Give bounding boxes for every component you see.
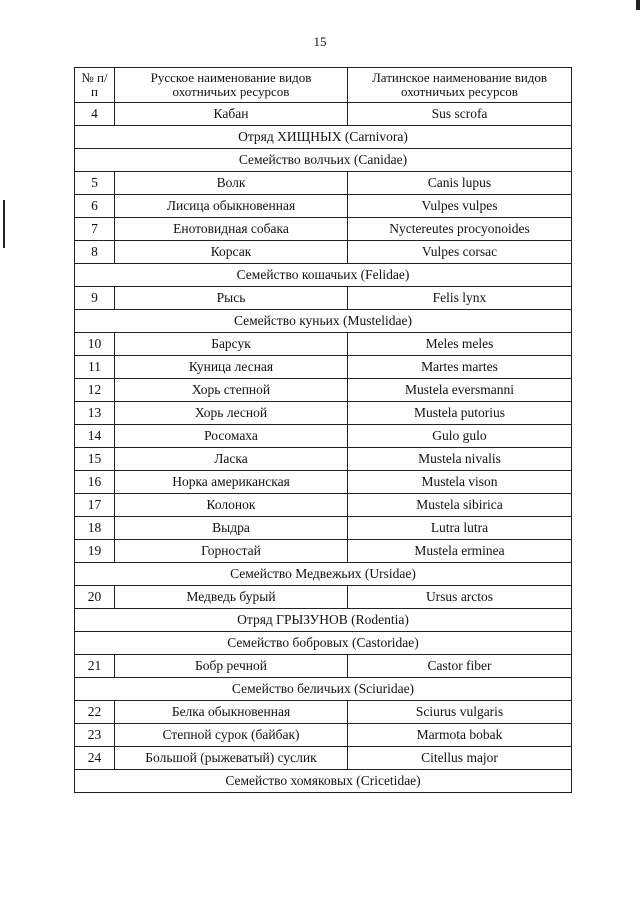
species-row bbox=[75, 287, 572, 310]
species-row bbox=[75, 402, 572, 425]
species-row bbox=[75, 333, 572, 356]
group-row bbox=[75, 310, 572, 333]
latin-name: Marmota bobak bbox=[348, 724, 572, 747]
row-number: 6 bbox=[75, 195, 115, 218]
russian-name: Кабан bbox=[115, 103, 348, 126]
latin-name: Nyctereutes procyonoides bbox=[348, 218, 572, 241]
russian-name: Большой (рыжеватый) суслик bbox=[115, 747, 348, 770]
species-row bbox=[75, 448, 572, 471]
group-row bbox=[75, 563, 572, 586]
group-row bbox=[75, 632, 572, 655]
page-number: 15 bbox=[313, 34, 327, 49]
latin-name: Citellus major bbox=[348, 747, 572, 770]
latin-name: Mustela vison bbox=[348, 471, 572, 494]
russian-name: Горностай bbox=[115, 540, 348, 563]
row-number: 22 bbox=[75, 701, 115, 724]
row-number: 8 bbox=[75, 241, 115, 264]
russian-name: Рысь bbox=[115, 287, 348, 310]
row-number: 5 bbox=[75, 172, 115, 195]
species-row bbox=[75, 425, 572, 448]
latin-name: Mustela eversmanni bbox=[348, 379, 572, 402]
species-table bbox=[74, 67, 572, 793]
russian-name: Ласка bbox=[115, 448, 348, 471]
species-row bbox=[75, 701, 572, 724]
row-number: 16 bbox=[75, 471, 115, 494]
group-row bbox=[75, 770, 572, 793]
group-label: Семейство бобровых (Castoridae) bbox=[75, 632, 572, 655]
species-row bbox=[75, 218, 572, 241]
latin-name: Sciurus vulgaris bbox=[348, 701, 572, 724]
group-label: Семейство куньих (Mustelidae) bbox=[75, 310, 572, 333]
group-row bbox=[75, 678, 572, 701]
group-row bbox=[75, 609, 572, 632]
latin-name: Meles meles bbox=[348, 333, 572, 356]
russian-name: Хорь лесной bbox=[115, 402, 348, 425]
latin-name: Sus scrofa bbox=[348, 103, 572, 126]
group-label: Семейство волчьих (Canidae) bbox=[75, 149, 572, 172]
row-number: 10 bbox=[75, 333, 115, 356]
scan-corner-mark bbox=[636, 0, 640, 10]
header-num: № п/п bbox=[75, 68, 115, 103]
latin-name: Mustela erminea bbox=[348, 540, 572, 563]
group-label: Семейство беличьих (Sciuridae) bbox=[75, 678, 572, 701]
latin-name: Gulo gulo bbox=[348, 425, 572, 448]
species-row bbox=[75, 724, 572, 747]
latin-name: Vulpes vulpes bbox=[348, 195, 572, 218]
row-number: 23 bbox=[75, 724, 115, 747]
row-number: 19 bbox=[75, 540, 115, 563]
row-number: 18 bbox=[75, 517, 115, 540]
group-row bbox=[75, 149, 572, 172]
species-row bbox=[75, 540, 572, 563]
row-number: 11 bbox=[75, 356, 115, 379]
russian-name: Енотовидная собака bbox=[115, 218, 348, 241]
row-number: 24 bbox=[75, 747, 115, 770]
russian-name: Росомаха bbox=[115, 425, 348, 448]
group-label: Семейство Медвежьих (Ursidae) bbox=[75, 563, 572, 586]
species-row bbox=[75, 747, 572, 770]
latin-name: Mustela putorius bbox=[348, 402, 572, 425]
latin-name: Castor fiber bbox=[348, 655, 572, 678]
species-row bbox=[75, 517, 572, 540]
latin-name: Ursus arctos bbox=[348, 586, 572, 609]
table-header-row bbox=[75, 68, 572, 103]
row-number: 15 bbox=[75, 448, 115, 471]
group-label: Отряд ГРЫЗУНОВ (Rodentia) bbox=[75, 609, 572, 632]
table-body bbox=[75, 103, 572, 793]
group-label: Семейство хомяковых (Cricetidae) bbox=[75, 770, 572, 793]
species-row bbox=[75, 172, 572, 195]
group-label: Семейство кошачьих (Felidae) bbox=[75, 264, 572, 287]
scan-margin-mark bbox=[3, 200, 5, 248]
russian-name: Колонок bbox=[115, 494, 348, 517]
row-number: 4 bbox=[75, 103, 115, 126]
species-row bbox=[75, 241, 572, 264]
russian-name: Хорь степной bbox=[115, 379, 348, 402]
header-latin-name: Латинское наименование видов охотничьих ресурсов bbox=[348, 68, 572, 103]
latin-name: Martes martes bbox=[348, 356, 572, 379]
latin-name: Felis lynx bbox=[348, 287, 572, 310]
russian-name: Медведь бурый bbox=[115, 586, 348, 609]
russian-name: Барсук bbox=[115, 333, 348, 356]
row-number: 20 bbox=[75, 586, 115, 609]
row-number: 13 bbox=[75, 402, 115, 425]
group-row bbox=[75, 264, 572, 287]
russian-name: Белка обыкновенная bbox=[115, 701, 348, 724]
russian-name: Волк bbox=[115, 172, 348, 195]
species-row bbox=[75, 103, 572, 126]
row-number: 17 bbox=[75, 494, 115, 517]
russian-name: Корсак bbox=[115, 241, 348, 264]
russian-name: Норка американская bbox=[115, 471, 348, 494]
species-row bbox=[75, 195, 572, 218]
group-row bbox=[75, 126, 572, 149]
species-row bbox=[75, 471, 572, 494]
latin-name: Canis lupus bbox=[348, 172, 572, 195]
row-number: 21 bbox=[75, 655, 115, 678]
russian-name: Бобр речной bbox=[115, 655, 348, 678]
species-row bbox=[75, 586, 572, 609]
row-number: 14 bbox=[75, 425, 115, 448]
row-number: 12 bbox=[75, 379, 115, 402]
russian-name: Выдра bbox=[115, 517, 348, 540]
russian-name: Степной сурок (байбак) bbox=[115, 724, 348, 747]
russian-name: Куница лесная bbox=[115, 356, 348, 379]
latin-name: Mustela sibirica bbox=[348, 494, 572, 517]
row-number: 7 bbox=[75, 218, 115, 241]
species-row bbox=[75, 494, 572, 517]
species-row bbox=[75, 356, 572, 379]
species-row bbox=[75, 379, 572, 402]
latin-name: Mustela nivalis bbox=[348, 448, 572, 471]
group-label: Отряд ХИЩНЫХ (Carnivora) bbox=[75, 126, 572, 149]
row-number: 9 bbox=[75, 287, 115, 310]
russian-name: Лисица обыкновенная bbox=[115, 195, 348, 218]
header-russian-name: Русское наименование видов охотничьих ресурсов bbox=[115, 68, 348, 103]
species-row bbox=[75, 655, 572, 678]
latin-name: Vulpes corsac bbox=[348, 241, 572, 264]
latin-name: Lutra lutra bbox=[348, 517, 572, 540]
